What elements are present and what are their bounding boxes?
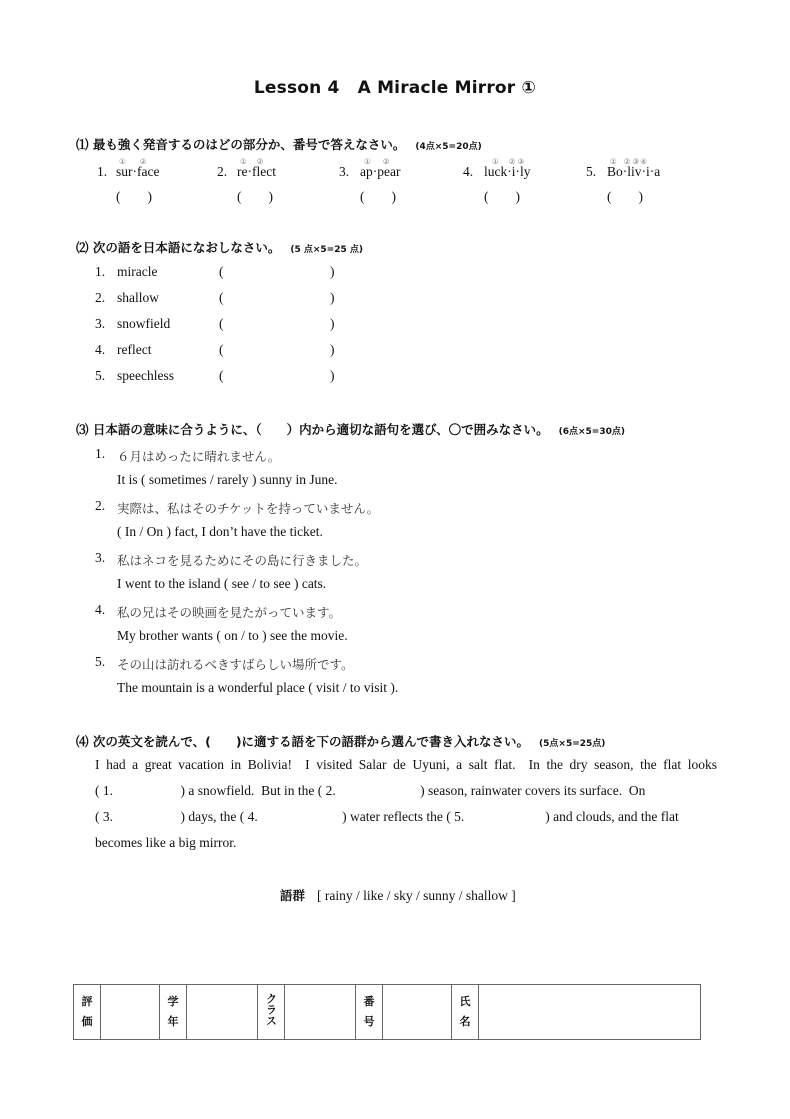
q3-item-japanese: 私の兄はその映画を見たがっています。	[117, 606, 342, 620]
q2-item-word: shallow	[117, 290, 159, 305]
q1-item-marks: ① ②	[240, 157, 264, 166]
q4-heading-text: ⑷ 次の英文を読んで、( )に適する語を下の語群から選んで書き入れなさい。	[76, 734, 530, 749]
q2-item-number: 1.	[95, 264, 106, 279]
q2-answer-open[interactable]: (	[219, 316, 224, 331]
name-field[interactable]	[479, 985, 701, 1040]
q1-item-marks: ① ② ③④	[610, 157, 647, 166]
q2-answer-close: )	[330, 290, 335, 305]
word-bank-list: [ rainy / like / sky / sunny / shallow ]	[317, 888, 516, 903]
q2-answer-close: )	[330, 342, 335, 357]
q2-answer-open[interactable]: (	[219, 290, 224, 305]
q1-item-number: 5.	[586, 164, 597, 179]
q1-item-number: 1.	[97, 164, 108, 179]
q2-item-word: snowfield	[117, 316, 171, 331]
q2-item-number: 4.	[95, 342, 106, 357]
q1-item-number: 3.	[339, 164, 350, 179]
q2-answer-open[interactable]: (	[219, 264, 224, 279]
passage-line: becomes like a big mirror.	[95, 835, 237, 850]
q3-item-english[interactable]: My brother wants ( on / to ) see the movie.	[117, 628, 348, 643]
q1-item-marks: ① ②	[119, 157, 147, 166]
q3-item-japanese: 実際は、私はそのチケットを持っていません。	[117, 502, 380, 516]
q3-item-english[interactable]: I went to the island ( see / to see ) cats.	[117, 576, 327, 591]
q1-item-word: re·flect	[237, 164, 276, 179]
q2-answer-close: )	[330, 316, 335, 331]
q3-item-english[interactable]: The mountain is a wonderful place ( visit / to visit ).	[117, 680, 399, 695]
label-name: 氏 名	[452, 985, 479, 1040]
q1-answer-blank[interactable]: ( )	[607, 189, 643, 204]
q1-item-number: 4.	[463, 164, 474, 179]
q1-item-word: sur·face	[116, 164, 160, 179]
label-evaluation: 評 価	[74, 985, 101, 1040]
q1-item-word: luck·i·ly	[484, 164, 531, 179]
q3-item-number: 2.	[95, 498, 106, 513]
passage-line: I had a great vacation in Bolivia! I visited Salar de Uyuni, a salt flat. In the dry season, the flat looks	[95, 757, 717, 772]
q4-points: (5点×5=25点)	[539, 739, 606, 749]
label-class	[258, 985, 285, 1040]
q2-item-word: miracle	[117, 264, 158, 279]
page-title	[0, 78, 790, 98]
q2-answer-close: )	[330, 264, 335, 279]
q1-answer-blank[interactable]: ( )	[116, 189, 152, 204]
q2-answer-close: )	[330, 368, 335, 383]
label-number: 番 号	[356, 985, 383, 1040]
lesson-name: A Miracle Mirror	[357, 78, 516, 98]
number-field[interactable]	[383, 985, 452, 1040]
label-grade: 学 年	[160, 985, 187, 1040]
class-label-text: クラス	[264, 993, 278, 1026]
q2-item-word: speechless	[117, 368, 174, 383]
q2-heading	[76, 238, 363, 256]
q1-heading-text: ⑴ 最も強く発音するのはどの部分か、番号で答えなさい。	[76, 137, 406, 152]
lesson-number: Lesson 4	[253, 78, 340, 98]
q1-item-number: 2.	[217, 164, 228, 179]
evaluation-field[interactable]	[101, 985, 160, 1040]
q3-item-japanese: 私はネコを見るためにその島に行きました。	[117, 554, 368, 568]
q1-heading	[76, 135, 482, 153]
q3-item-english[interactable]: ( In / On ) fact, I don’t have the ticket.	[117, 524, 323, 539]
q3-item-number: 1.	[95, 446, 106, 461]
q2-answer-open[interactable]: (	[219, 342, 224, 357]
grade-field[interactable]	[187, 985, 258, 1040]
q3-item-number: 3.	[95, 550, 106, 565]
q1-item-marks: ① ② ③	[492, 157, 525, 166]
passage-line-with-blanks[interactable]: ( 1. ) a snowfield. But in the ( 2. ) season, rainwater covers its surface. On	[95, 783, 646, 798]
q2-item-word: reflect	[117, 342, 152, 357]
word-bank-label: 語群	[280, 888, 306, 903]
q1-answer-blank[interactable]: ( )	[237, 189, 273, 204]
q1-answer-blank[interactable]: ( )	[360, 189, 396, 204]
student-info-table	[73, 984, 701, 1040]
q1-item-word: Bo·liv·i·a	[607, 164, 661, 179]
q3-item-number: 5.	[95, 654, 106, 669]
q1-points: (4点×5=20点)	[415, 142, 482, 152]
q2-heading-text: ⑵ 次の語を日本語になおしなさい。	[76, 240, 281, 255]
q4-heading	[76, 732, 605, 750]
q2-item-number: 3.	[95, 316, 106, 331]
q1-item-word: ap·pear	[360, 164, 401, 179]
lesson-part: ①	[521, 78, 537, 98]
q3-heading	[76, 420, 625, 438]
q2-item-number: 5.	[95, 368, 106, 383]
class-field[interactable]	[285, 985, 356, 1040]
q1-answer-blank[interactable]: ( )	[484, 189, 520, 204]
q3-heading-text: ⑶ 日本語の意味に合うように、（ ）内から適切な語句を選び、〇で囲みなさい。	[76, 422, 549, 437]
q2-answer-open[interactable]: (	[219, 368, 224, 383]
q2-points: (5 点×5=25 点)	[290, 245, 363, 255]
q2-item-number: 2.	[95, 290, 106, 305]
q3-item-japanese: その山は訪れるべきすばらしい場所です。	[117, 658, 354, 672]
word-bank	[280, 886, 516, 905]
passage-line-with-blanks[interactable]: ( 3. ) days, the ( 4. ) water reflects the ( 5. ) and clouds, and the flat	[95, 809, 679, 824]
q3-item-japanese: ６月はめったに晴れません。	[117, 450, 281, 464]
q1-item-marks: ① ②	[364, 157, 390, 166]
q3-points: (6点×5=30点)	[558, 427, 625, 437]
q3-item-number: 4.	[95, 602, 106, 617]
q3-item-english[interactable]: It is ( sometimes / rarely ) sunny in June.	[117, 472, 338, 487]
